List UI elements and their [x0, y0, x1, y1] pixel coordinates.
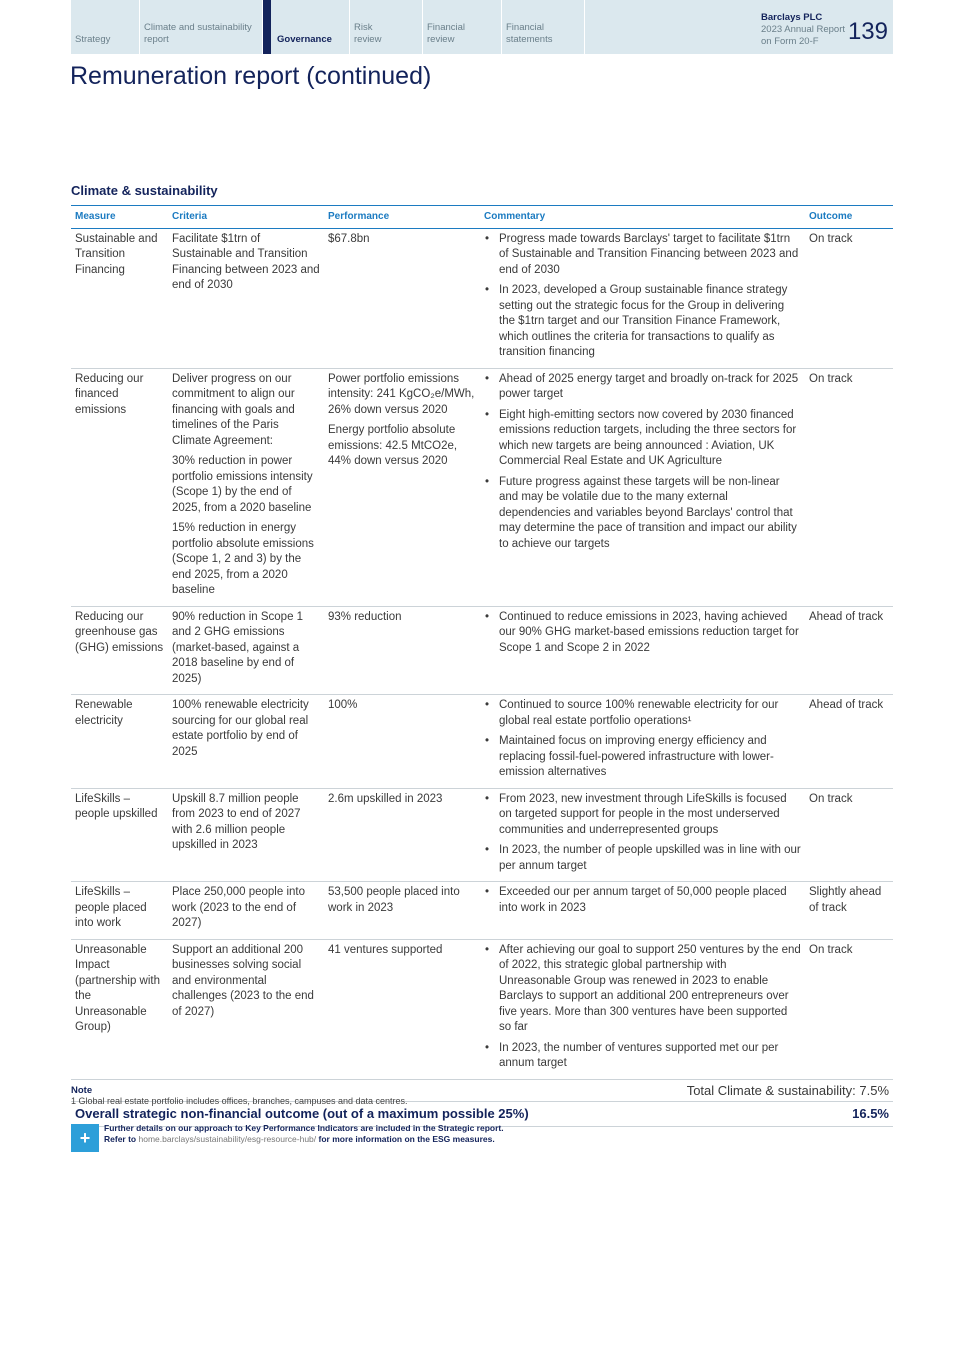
performance-cell — [324, 695, 480, 789]
criteria-cell — [168, 788, 324, 882]
performance-cell — [324, 882, 480, 940]
commentary-item: • Continued to source 100% renewable electricity for our global real estate portfolio operations¹ — [484, 698, 801, 729]
report-form: on Form 20-F — [761, 36, 819, 47]
tab-label: Financial review — [427, 22, 466, 45]
criteria-text: Support an additional 200 businesses solving social and environmental challenges (2023 to the end of 2027) — [172, 943, 314, 1018]
report-brand — [761, 12, 845, 48]
note-heading: Note — [71, 1085, 93, 1096]
commentary-cell — [480, 228, 805, 368]
table-row — [71, 882, 893, 940]
measure-cell: Unreasonable Impact (partnership with the Unreasonable Group) — [71, 939, 168, 1079]
measure-cell: Reducing our financed emissions — [71, 368, 168, 606]
performance-text: Energy portfolio absolute emissions: 42.5 MtCO2e, 44% down versus 2020 — [328, 424, 458, 467]
commentary-cell — [480, 939, 805, 1079]
criteria-cell — [168, 882, 324, 940]
criteria-text: Upskill 8.7 million people from 2023 to end of 2027 with 2.6 million people upskilled in 2023 — [172, 792, 301, 851]
tab-climate[interactable]: Climate and sustainability report — [140, 0, 263, 54]
measure-cell: Renewable electricity — [71, 695, 168, 789]
tab-financial-review[interactable] — [423, 0, 502, 54]
commentary-item: • Continued to reduce emissions in 2023, having achieved our 90% GHG market-based emissions reduction target for Scope 1 and Scope 2 in 2022 — [484, 610, 801, 657]
page-title: Remuneration report (continued) — [70, 62, 432, 90]
commentary-item: • Exceeded our per annum target of 50,000 people placed into work in 2023 — [484, 885, 801, 916]
column-header: Commentary — [480, 206, 805, 229]
commentary-cell — [480, 882, 805, 940]
table-row — [71, 788, 893, 882]
tab-label: Financial statements — [506, 22, 553, 45]
performance-text: 41 ventures supported — [328, 943, 443, 956]
column-header: Outcome — [805, 206, 893, 229]
commentary-item: • Ahead of 2025 energy target and broadly on-track for 2025 power target — [484, 372, 801, 403]
criteria-cell — [168, 606, 324, 695]
outcome-cell: Ahead of track — [805, 606, 893, 695]
performance-text: 2.6m upskilled in 2023 — [328, 792, 443, 805]
tab-label: Risk review — [354, 22, 382, 45]
column-header: Measure — [71, 206, 168, 229]
commentary-cell — [480, 788, 805, 882]
table-row — [71, 228, 893, 368]
criteria-cell — [168, 695, 324, 789]
commentary-item: • In 2023, developed a Group sustainable finance strategy setting out the strategic focus for the Group in delivering the $1trn target and our Transition Finance Framework, which outlines the criteria for transactions to qualify as transition financing — [484, 283, 801, 361]
commentary-cell — [480, 368, 805, 606]
commentary-list — [484, 232, 801, 361]
performance-cell — [324, 788, 480, 882]
measure-cell: LifeSkills – people placed into work — [71, 882, 168, 940]
report-name: 2023 Annual Report — [761, 24, 845, 35]
performance-text: 53,500 people placed into work in 2023 — [328, 886, 460, 914]
criteria-text: 15% reduction in energy portfolio absolute emissions (Scope 1, 2 and 3) by the end 2025, from a 2020 baseline — [172, 522, 314, 596]
performance-text: $67.8bn — [328, 232, 370, 245]
tab-risk-review[interactable] — [350, 0, 423, 54]
note — [71, 1085, 408, 1106]
section-nav — [71, 0, 893, 54]
plus-icon: + — [71, 1124, 99, 1152]
outcome-cell: Slightly ahead of track — [805, 882, 893, 940]
commentary-cell — [480, 695, 805, 789]
refer-rest: for more information on the ESG measures. — [318, 1134, 495, 1144]
tab-strategy[interactable]: Strategy — [71, 0, 140, 54]
commentary-item: • In 2023, the number of people upskilled was in line with our per annum target — [484, 843, 801, 874]
overall-value: 16.5% — [805, 1102, 893, 1127]
outcome-cell: On track — [805, 939, 893, 1079]
further-line: Further details on our approach to Key Performance Indicators are included in the Strategic report. — [104, 1123, 504, 1133]
criteria-cell — [168, 228, 324, 368]
commentary-list — [484, 698, 801, 781]
criteria-cell — [168, 939, 324, 1079]
esg-link[interactable]: home.barclays/sustainability/esg-resource-hub/ — [138, 1134, 317, 1144]
table-row — [71, 939, 893, 1079]
commentary-item: • Eight high-emitting sectors now covered by 2030 financed emissions reduction targets, including the three sectors for which new targets are being announced : Aviation, UK Commercial Real Estate and UK Agriculture — [484, 408, 801, 470]
performance-text: Power portfolio emissions intensity: 241 KgCO₂e/MWh, 26% down versus 2020 — [328, 372, 475, 416]
refer-label: Refer to — [104, 1134, 137, 1144]
outcome-cell: On track — [805, 788, 893, 882]
column-header: Performance — [324, 206, 480, 229]
note-text: 1 Global real estate portfolio includes offices, branches, campuses and data centres. — [71, 1096, 408, 1106]
commentary-cell — [480, 606, 805, 695]
commentary-item: • In 2023, the number of ventures supported met our per annum target — [484, 1041, 801, 1072]
performance-cell — [324, 228, 480, 368]
criteria-text: Facilitate $1trn of Sustainable and Transition Financing between 2023 and end of 2030 — [172, 232, 320, 291]
further-details — [104, 1123, 504, 1145]
outcome-cell: On track — [805, 228, 893, 368]
total-value: Total Climate & sustainability: 7.5% — [71, 1079, 893, 1102]
commentary-item: • Maintained focus on improving energy efficiency and replacing fossil-fuel-powered infrastructure with lower-emission alternatives — [484, 734, 801, 781]
measure-cell: Sustainable and Transition Financing — [71, 228, 168, 368]
commentary-item: • After achieving our goal to support 250 ventures by the end of 2022, this strategic global partnership with Unreasonable Group was renewed in 2023 to enable Barclays to support an additional 200 entrepreneurs over five years. More than 300 ventures have been supported so far — [484, 943, 801, 1036]
commentary-item: • From 2023, new investment through LifeSkills is focused on targeted support for people in the most underserved communities and underrepresented groups — [484, 792, 801, 839]
table-row — [71, 368, 893, 606]
criteria-text: Deliver progress on our commitment to align our financing with goals and timelines of the Paris Climate Agreement: — [172, 372, 295, 447]
performance-cell — [324, 606, 480, 695]
overall-label: Overall strategic non-financial outcome (out of a maximum possible 25%) — [71, 1102, 805, 1127]
commentary-list — [484, 885, 801, 916]
commentary-item: • Progress made towards Barclays' target to facilitate $1trn of Sustainable and Transition Financing between 2023 and end of 2030 — [484, 232, 801, 279]
outcome-cell: On track — [805, 368, 893, 606]
measure-cell: Reducing our greenhouse gas (GHG) emissions — [71, 606, 168, 695]
performance-cell — [324, 368, 480, 606]
commentary-list — [484, 943, 801, 1072]
performance-text: 93% reduction — [328, 610, 402, 623]
commentary-item: • Future progress against these targets will be non-linear and may be volatile due to the many external dependencies and variables beyond Barclays' control that may determine the pace of transition and impact our ability to achieve our targets — [484, 475, 801, 553]
performance-cell — [324, 939, 480, 1079]
column-header: Criteria — [168, 206, 324, 229]
criteria-text: 30% reduction in power portfolio emissions intensity (Scope 1) by the end of 2025, from a 2020 baseline — [172, 455, 313, 514]
brand-name: Barclays PLC — [761, 12, 823, 23]
commentary-list — [484, 372, 801, 553]
criteria-text: 90% reduction in Scope 1 and 2 GHG emissions (market-based, against a 2018 baseline by end of 2025) — [172, 610, 304, 685]
commentary-list — [484, 610, 801, 657]
measure-cell: LifeSkills – people upskilled — [71, 788, 168, 882]
section-title: Climate & sustainability — [71, 183, 218, 198]
criteria-cell — [168, 368, 324, 606]
criteria-text: 100% renewable electricity sourcing for our global real estate portfolio by end of 2025 — [172, 699, 309, 758]
tab-governance[interactable]: Governance — [263, 0, 350, 54]
page-number: 139 — [847, 18, 888, 45]
criteria-text: Place 250,000 people into work (2023 to the end of 2027) — [172, 886, 305, 929]
commentary-list — [484, 792, 801, 875]
climate-table — [71, 205, 893, 1127]
performance-text: 100% — [328, 699, 358, 711]
tab-financial-statements[interactable] — [502, 0, 585, 54]
outcome-cell: Ahead of track — [805, 695, 893, 789]
table-row — [71, 606, 893, 695]
table-row — [71, 695, 893, 789]
